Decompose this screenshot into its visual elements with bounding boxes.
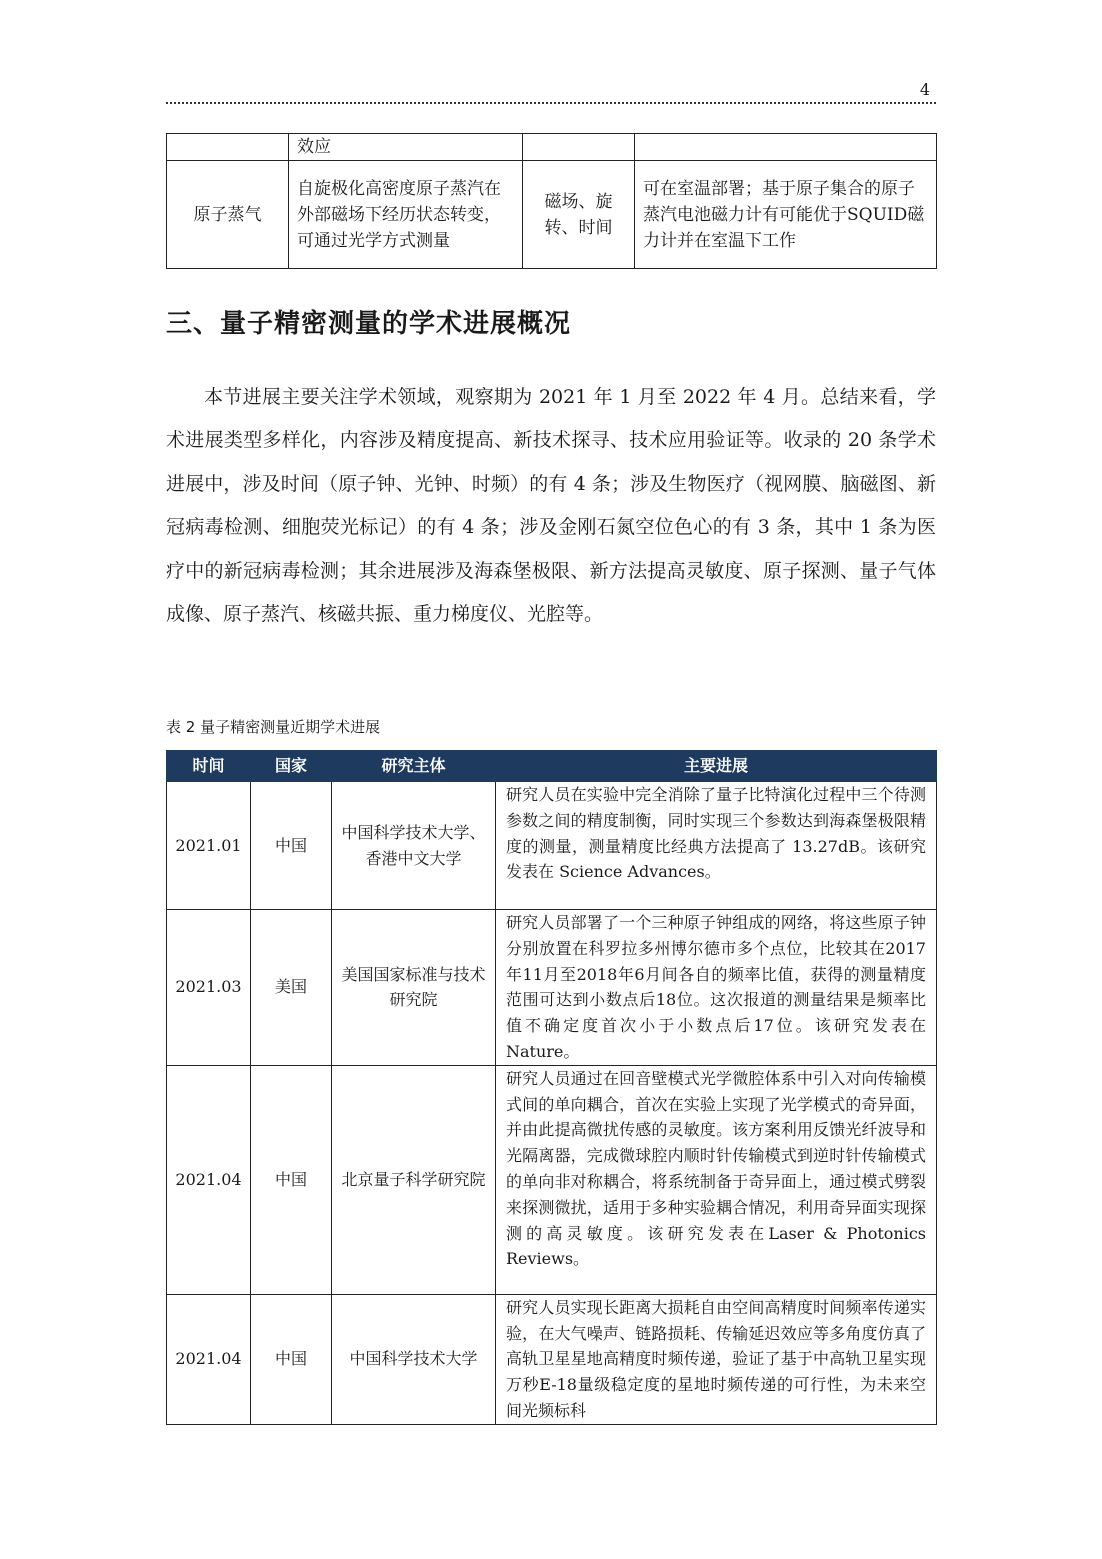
section-title: 三、量子精密测量的学术进展概况 [166,309,572,339]
cell-country: 中国 [251,782,332,910]
column-header-country: 国家 [251,751,332,782]
cell-institution: 中国科学技术大学 [332,1294,496,1424]
page-number: 4 [919,80,930,99]
cell-country: 中国 [251,1065,332,1294]
table-cell [523,134,635,161]
table-caption: 表 2 量子精密测量近期学术进展 [166,718,381,736]
table-row [167,782,937,910]
table-row [167,1065,937,1294]
cell-progress: 研究人员在实验中完全消除了量子比特演化过程中三个待测参数之间的精度制衡，同时实现三个参数达到海森堡极限精度的测量，测量精度比经典方法提高了 13.27dB。该研究发表在 Science Advances。 [496,782,937,910]
table-cell: 磁场、旋转、时间 [523,161,635,269]
table-cell [635,134,937,161]
cell-time: 2021.04 [167,1294,251,1424]
column-header-institution: 研究主体 [332,751,496,782]
cell-country: 中国 [251,1294,332,1424]
table-row [167,910,937,1066]
table-header-row [167,751,937,782]
table-cell: 效应 [289,134,523,161]
column-header-progress: 主要进展 [496,751,937,782]
cell-progress: 研究人员部署了一个三种原子钟组成的网络，将这些原子钟分别放置在科罗拉多州博尔德市多个点位，比较其在2017年11月至2018年6月间各自的频率比值，获得的测量精度范围可达到小数点后18位。这次报道的测量结果是频率比值不确定度首次小于小数点后17位。该研究发表在Nature。 [496,910,937,1066]
continuation-table [166,133,937,269]
table-row [167,1294,937,1424]
cell-institution: 美国国家标准与技术研究院 [332,910,496,1066]
cell-institution: 北京量子科学研究院 [332,1065,496,1294]
cell-time: 2021.03 [167,910,251,1066]
table-row [167,161,937,269]
body-paragraph: 本节进展主要关注学术领域，观察期为 2021 年 1 月至 2022 年 4 月。总结来看，学术进展类型多样化，内容涉及精度提高、新技术探寻、技术应用验证等。收录的 20 条学术进展中，涉及时间（原子钟、光钟、时频）的有 4 条；涉及生物医疗（视网膜、脑磁图、新冠病毒检测、细胞荧光标记）的有 4 条；涉及金刚石氮空位色心的有 3 条，其中 1 条为医疗中的新冠病毒检测；其余进展涉及海森堡极限、新方法提高灵敏度、原子探测、量子气体成像、原子蒸汽、核磁共振、重力梯度仪、光腔等。 [166,386,936,626]
table-cell: 可在室温部署；基于原子集合的原子蒸汽电池磁力计有可能优于SQUID磁力计并在室温下工作 [635,161,937,269]
column-header-time: 时间 [167,751,251,782]
cell-progress: 研究人员通过在回音壁模式光学微腔体系中引入对向传输模式间的单向耦合，首次在实验上实现了光学模式的奇异面，并由此提高微扰传感的灵敏度。该方案利用反馈光纤波导和光隔离器，完成微球腔内顺时针传输模式到逆时针传输模式的单向非对称耦合，将系统制备于奇异面上，通过模式劈裂来探测微扰，适用于多种实验耦合情况，利用奇异面实现探测的高灵敏度。该研究发表在Laser & Photonics Reviews。 [496,1065,937,1294]
table-row [167,134,937,161]
cell-time: 2021.01 [167,782,251,910]
cell-institution: 中国科学技术大学、香港中文大学 [332,782,496,910]
table-cell: 自旋极化高密度原子蒸汽在外部磁场下经历状态转变，可通过光学方式测量 [289,161,523,269]
table-cell: 原子蒸气 [167,161,289,269]
progress-table [166,750,937,1425]
cell-progress: 研究人员实现长距离大损耗自由空间高精度时间频率传递实验，在大气噪声、链路损耗、传输延迟效应等多角度仿真了高轨卫星星地高精度时频传递，验证了基于中高轨卫星实现万秒E-18量级稳定度的星地时频传递的可行性，为未来空间光频标科 [496,1294,937,1424]
header-divider [166,102,936,104]
cell-country: 美国 [251,910,332,1066]
table-cell [167,134,289,161]
cell-time: 2021.04 [167,1065,251,1294]
